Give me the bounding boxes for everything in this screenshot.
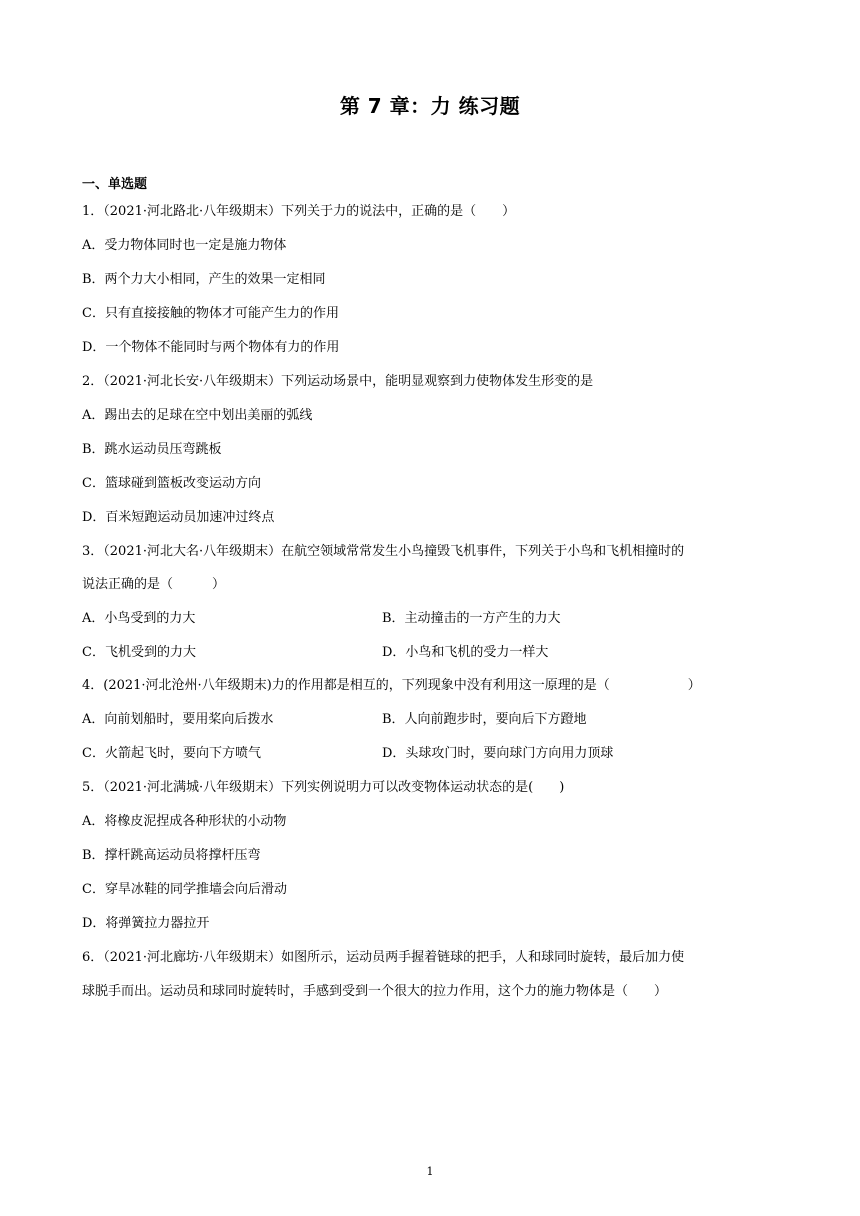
question-6-stem-line-1: 6．（2021·河北廊坊·八年级期末）如图所示，运动员两手握着链球的把手，人和球同时旋转，最后加力使 bbox=[82, 950, 685, 965]
page-number: 1 bbox=[426, 1165, 434, 1178]
question-2-option-c: C．篮球碰到篮板改变运动方向 bbox=[82, 476, 261, 491]
question-6-stem-line-2: 球脱手而出。运动员和球同时旋转时，手感到受到一个很大的拉力作用，这个力的施力物体是（ ） bbox=[82, 984, 668, 999]
question-4-option-b: B．人向前跑步时，要向后下方蹬地 bbox=[382, 712, 587, 727]
document-title: 第 7 章：力 练习题 bbox=[339, 94, 521, 118]
question-2-option-a: A．踢出去的足球在空中划出美丽的弧线 bbox=[82, 408, 313, 423]
question-5-option-a: A．将橡皮泥捏成各种形状的小动物 bbox=[82, 814, 287, 829]
question-3-stem-line-2: 说法正确的是（ ） bbox=[82, 577, 226, 592]
question-5-stem: 5．（2021·河北满城·八年级期末）下列实例说明力可以改变物体运动状态的是( ) bbox=[82, 780, 565, 795]
question-3-option-d: D．小鸟和飞机的受力一样大 bbox=[382, 645, 549, 660]
question-3-option-a: A．小鸟受到的力大 bbox=[82, 611, 196, 626]
question-4-option-a: A．向前划船时，要用桨向后拨水 bbox=[82, 712, 274, 727]
question-2-option-d: D．百米短跑运动员加速冲过终点 bbox=[82, 510, 275, 525]
section-heading: 一、单选题 bbox=[82, 177, 148, 192]
question-1-option-c: C．只有直接接触的物体才可能产生力的作用 bbox=[82, 306, 339, 321]
question-2-stem: 2．（2021·河北长安·八年级期末）下列运动场景中，能明显观察到力使物体发生形变的是 bbox=[82, 374, 594, 389]
question-5-option-d: D．将弹簧拉力器拉开 bbox=[82, 916, 210, 931]
question-3-option-b: B．主动撞击的一方产生的力大 bbox=[382, 611, 561, 626]
question-3-option-c: C．飞机受到的力大 bbox=[82, 645, 196, 660]
question-1-option-d: D．一个物体不能同时与两个物体有力的作用 bbox=[82, 340, 340, 355]
question-5-option-b: B．撑杆跳高运动员将撑杆压弯 bbox=[82, 848, 261, 863]
question-1-option-a: A．受力物体同时也一定是施力物体 bbox=[82, 238, 287, 253]
question-4-option-d: D．头球攻门时，要向球门方向用力顶球 bbox=[382, 746, 614, 761]
question-2-option-b: B．跳水运动员压弯跳板 bbox=[82, 442, 222, 457]
question-4-stem: 4．(2021·河北沧州·八年级期末)力的作用都是相互的，下列现象中没有利用这一原理的是（ ） bbox=[82, 678, 701, 693]
question-4-option-c: C．火箭起飞时，要向下方喷气 bbox=[82, 746, 261, 761]
question-1-stem: 1．（2021·河北路北·八年级期末）下列关于力的说法中，正确的是（ ） bbox=[82, 204, 516, 219]
question-5-option-c: C．穿旱冰鞋的同学推墙会向后滑动 bbox=[82, 882, 287, 897]
question-3-stem-line-1: 3．（2021·河北大名·八年级期末）在航空领域常常发生小鸟撞毁飞机事件，下列关于小鸟和飞机相撞时的 bbox=[82, 544, 685, 559]
question-1-option-b: B．两个力大小相同，产生的效果一定相同 bbox=[82, 272, 326, 287]
